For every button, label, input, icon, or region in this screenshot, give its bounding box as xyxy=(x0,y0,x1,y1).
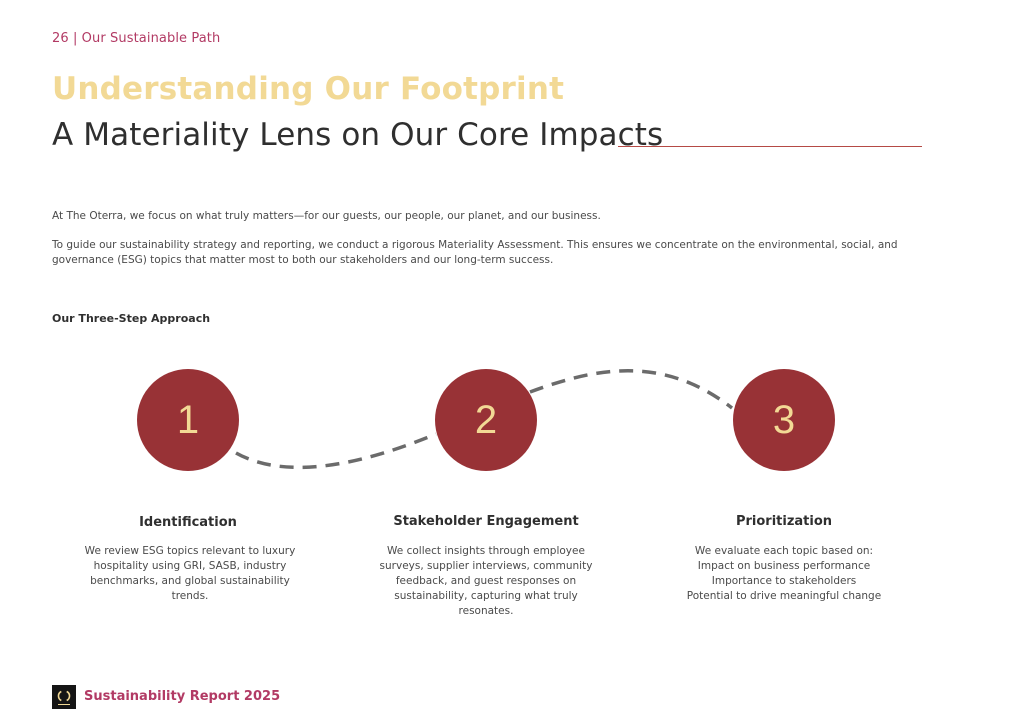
intro-paragraph-2: To guide our sustainability strategy and reporting, we conduct a rigorous Materiality Assessment. This ensures we concentrate on the environmental, social, and governance (ESG) topics that matter most to both our stakeholders and our long-term success. xyxy=(52,239,898,266)
step-title-identification: Identification xyxy=(139,515,237,530)
prioritization-line-3: Importance to stakeholders xyxy=(711,575,857,587)
approach-heading: Our Three-Step Approach xyxy=(52,312,211,325)
step-description-identification: We review ESG topics relevant to luxury hospitality using GRI, SASB, industry benchmarks, and global sustainability trends. xyxy=(84,545,296,602)
step-number-1: 1 xyxy=(176,398,200,442)
step-description-prioritization xyxy=(674,544,894,604)
oterra-logo-icon xyxy=(52,685,76,709)
footer-report-title: Sustainability Report 2025 xyxy=(84,689,281,704)
step-number-3: 3 xyxy=(772,398,796,442)
step-title-stakeholder-engagement: Stakeholder Engagement xyxy=(393,514,579,529)
connector-dashed-path-2 xyxy=(530,371,732,408)
title-divider-line xyxy=(618,146,922,147)
step-description-stakeholder-engagement: We collect insights through employee surveys, supplier interviews, community feedback, and guest responses on sustainability, capturing what truly resonates. xyxy=(379,545,593,617)
prioritization-line-1: We evaluate each topic based on: xyxy=(694,545,874,557)
step-number-2: 2 xyxy=(474,398,498,442)
connector-dashed-path-1 xyxy=(236,434,436,467)
prioritization-line-2: Impact on business performance xyxy=(697,560,871,572)
section-subtitle: A Materiality Lens on Our Core Impacts xyxy=(52,117,664,153)
section-title: Understanding Our Footprint xyxy=(52,71,565,107)
intro-paragraph-1: At The Oterra, we focus on what truly matters—for our guests, our people, our planet, and our business. xyxy=(52,210,601,222)
step-title-prioritization: Prioritization xyxy=(735,514,833,529)
page-header-label: 26 | Our Sustainable Path xyxy=(52,31,221,46)
prioritization-line-4: Potential to drive meaningful change xyxy=(686,590,882,602)
